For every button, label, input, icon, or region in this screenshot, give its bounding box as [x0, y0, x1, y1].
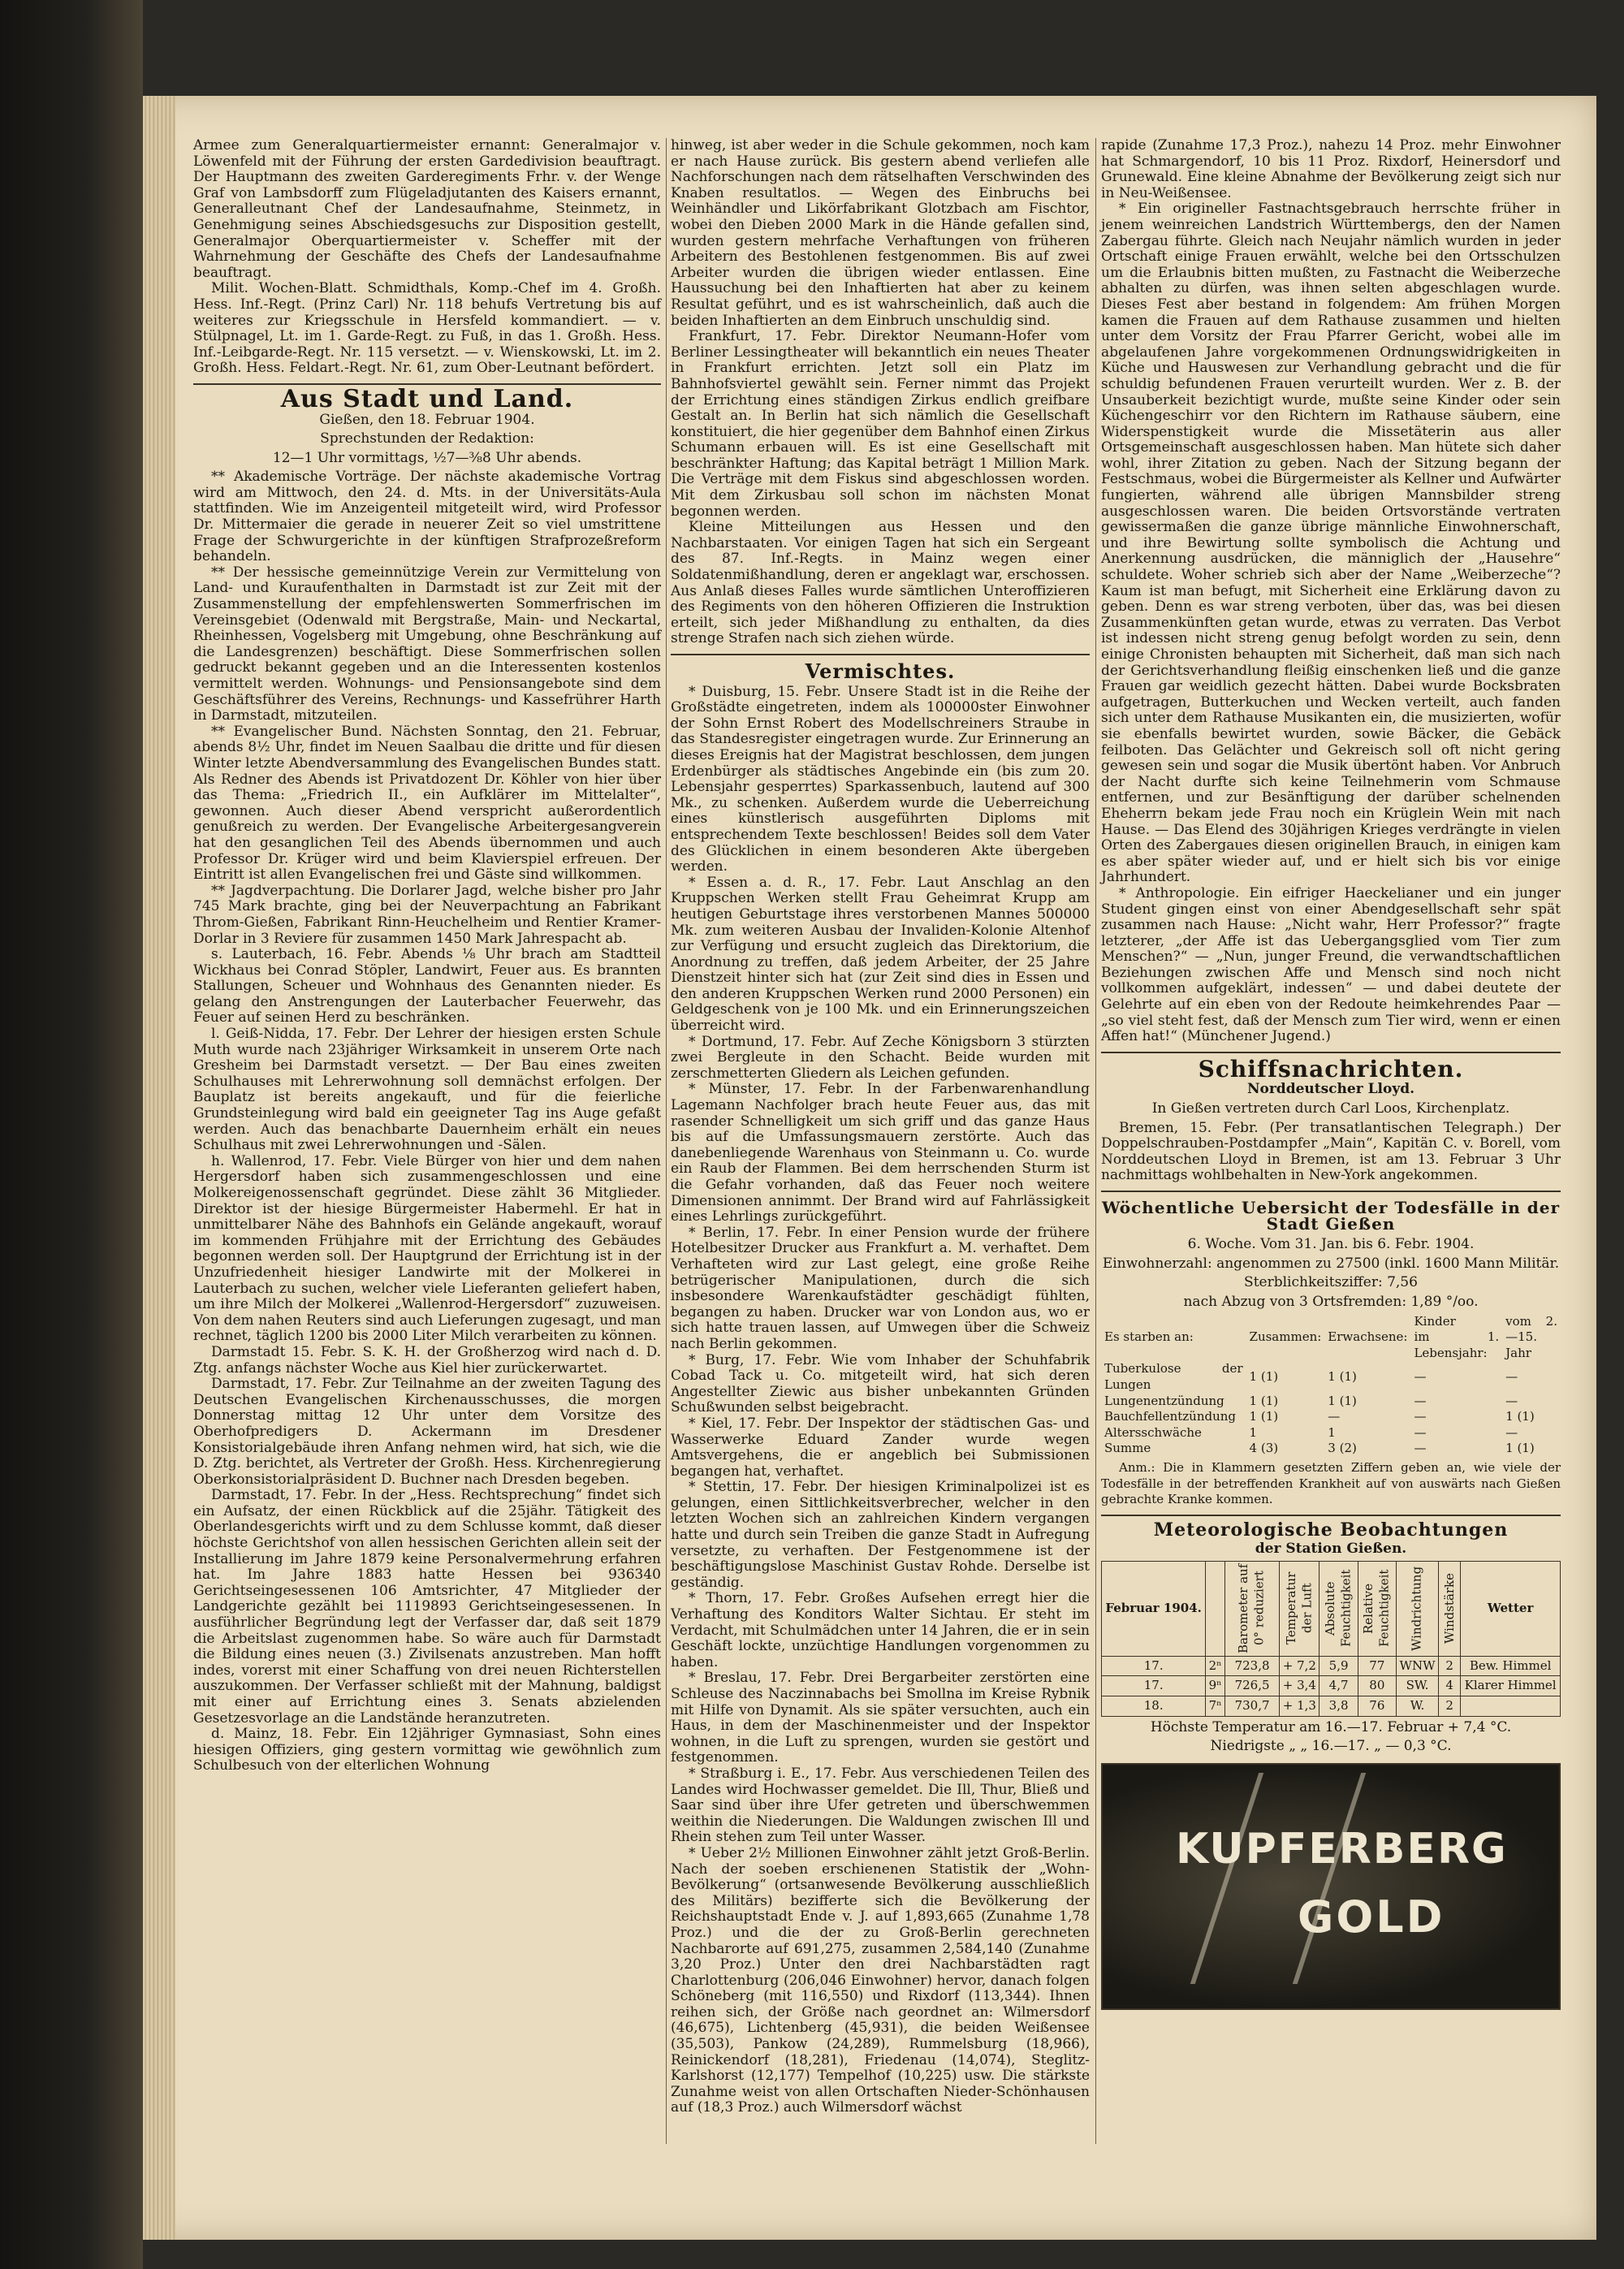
table-cell: Summe: [1104, 1441, 1151, 1456]
table-header: Erwachsene:: [1328, 1329, 1408, 1345]
table-cell: —: [1505, 1424, 1518, 1440]
article-paragraph: l. Geiß-Nidda, 17. Febr. Der Lehrer der hiesigen ersten Schule Muth wurde nach 23jähriger Wirksamkeit in unserem Orte nach Gresheim bei Darmstadt versetzt. — Der Bau eines zweiten Schulhauses mit Lehrerwohnung soll demnächst erfolgen. Der Bauplatz ist bereits angekauft, und für die feierliche Grundsteinlegung wird bald ein geeigneter Tag ins Auge gefaßt werden. Auch das benachbarte Dauernheim erhält ein neues Schulhaus mit zwei Lehrerwohnungen und -Sälen.: [193, 1026, 661, 1154]
article-paragraph: Kleine Mitteilungen aus Hessen und den Nachbarstaaten. Vor einigen Tagen hat sich ein Sergeant des 87. Inf.-Regts. in Mainz wegen einer Soldatenmißhandlung, deren er angeklagt war, erschossen. Aus Anlaß dieses Falles wurde sämtlichen Unteroffizieren des Regiments von den höheren Offizieren die Instruktion erteilt, sich jeder Mißhandlung zu enthalten, da dies strenge Strafen nach sich ziehen würde.: [671, 519, 1090, 647]
table-header: Es starben an:: [1104, 1329, 1194, 1345]
dateline: Gießen, den 18. Februar 1904.: [319, 411, 535, 428]
table-header: Zusammen:: [1249, 1329, 1322, 1345]
article-paragraph: rapide (Zunahme 17,3 Proz.), nahezu 14 Proz. mehr Einwohner hat Schmargendorf, 10 bis 11 Proz. Rixdorf, Heinersdorf und Grunewald. Eine kleine Abnahme der Bevölkerung zeigt sich nur in Neu-Weißensee.: [1101, 137, 1561, 201]
ad-brand-gold: GOLD: [1298, 1891, 1445, 1943]
table-cell: Tuberkulose der Lungen: [1104, 1361, 1243, 1392]
champagne-glass-icon: [1190, 1773, 1366, 1984]
table-header: Barometer auf 0° reduziert: [1224, 1561, 1279, 1656]
table-cell: 1 (1): [1505, 1409, 1535, 1424]
table-cell: 3 (2): [1328, 1441, 1357, 1456]
table-row: [1102, 1696, 1561, 1717]
table-cell: Altersschwäche: [1104, 1424, 1202, 1440]
table-header: Windstärke: [1439, 1561, 1461, 1656]
article-paragraph: * Breslau, 17. Febr. Drei Bergarbeiter zerstörten eine Schleuse des Naczinnabachs bei Smollna im Kreise Rybnik mit Hilfe von Dynamit. Als sie später versuchten, auch ein Haus, in dem der Maschinenmeister und der Inspektor wohnen, in die Luft zu sprengen, wurden sie gestört und festgenommen.: [671, 1670, 1090, 1766]
table-cell: 1: [1249, 1424, 1258, 1440]
table-cell: 77: [1358, 1656, 1396, 1676]
table-header: Absolute Feuchtigkeit: [1320, 1561, 1358, 1656]
column-3: [1101, 138, 1561, 2010]
table-cell: 730,7: [1224, 1696, 1279, 1717]
article-paragraph: ** Jagdverpachtung. Die Dorlarer Jagd, welche bisher pro Jahr 745 Mark brachte, ging bei der Neuverpachtung an Fabrikant Throm-Gießen, Fabrikant Rinn-Heuchelheim und Rentier Kramer-Dorlar in 3 Reviere für zusammen 1450 Mark Jahrespacht ab.: [193, 882, 661, 947]
table-cell: [1461, 1696, 1561, 1717]
table-cell: —: [1414, 1369, 1427, 1385]
divider: [1101, 1515, 1561, 1516]
table-header: Februar 1904.: [1102, 1561, 1206, 1656]
table-cell: + 7,2: [1280, 1656, 1320, 1676]
table-cell: 18.: [1102, 1696, 1206, 1717]
article-paragraph: * Ueber 2½ Millionen Einwohner zählt jetzt Groß-Berlin. Nach der soeben erschienenen Statistik der „Wohn-Bevölkerung“ (ortsanwesende Bevölkerung ausschließlich des Militärs) bezifferte sich die Bevölkerung der Reichshauptstadt Ende v. J. auf 1,893,665 (Zunahme 1,78 Proz.) und die der zu Groß-Berlin gerechneten Nachbarorte auf 691,275, zusammen 2,584,140 (Zunahme 3,20 Proz.) Unter den drei Nachbarstädten ragt Charlottenburg (206,046 Einwohner) hervor, danach folgen Schöneberg (mit 116,550) und Rixdorf (113,344). Ihnen reihen sich, der Größe nach geordnet an: Wilmersdorf (46,675), Lichtenberg (45,931), die beiden Weißensee (35,503), Pankow (24,289), Rummelsburg (18,966), Reinickendorf (18,281), Friedenau (14,074), Steglitz-Karlshorst (12,177) Tempelhof (10,225) usw. Die stärkste Zunahme weist von allen Ortschaften Nieder-Schönhausen auf (18,3 Proz.) auch Wilmersdorf wächst: [671, 1844, 1090, 2116]
ships-title: Schiffsnachrichten.: [1198, 1055, 1464, 1083]
mortality-title: Wöchentliche Uebersicht der Todesfälle in der Stadt Gießen: [1101, 1198, 1561, 1234]
article-paragraph: * Kiel, 17. Febr. Der Inspektor der städtischen Gas- und Wasserwerke Eduard Zander wurde wegen Amtsvergehens, die er angeblich bei Submissionen begangen hat, verhaftet.: [671, 1415, 1090, 1480]
article-paragraph: h. Wallenrod, 17. Febr. Viele Bürger von hier und dem nahen Hergersdorf haben sich zusammengeschlossen und eine Molkereigenossenschaft gegründet. Diese zählt 36 Mitglieder. Direktor ist der hiesige Bürgermeister Habermehl. Er hat in unmittelbarer Nähe des Bahnhofs ein Gelände angekauft, worauf im kommenden Frühjahre mit der Errichtung des Gebäudes begonnen werden soll. Der Hauptgrund der Errichtung ist in der Unzufriedenheit hiesiger Landwirte mit der Molkerei in Lauterbach zu suchen, welcher viele Lieferanten geliefert haben, um ihre Milch der Molkerei „Wallenrod-Hergersdorf“ zuzuweisen. Von dem nahen Reuters sind auch Lieferungen zugesagt, und man rechnet, täglich 1200 bis 2000 Liter Milch verarbeiten zu können.: [193, 1152, 661, 1345]
table-cell: 1 (1): [1328, 1393, 1357, 1408]
column-1: [193, 138, 661, 1774]
table-cell: —: [1505, 1369, 1518, 1385]
mortality-rate2: nach Abzug von 3 Ortsfremden: 1,89 °/oo.: [1183, 1293, 1479, 1310]
table-cell: 2: [1439, 1656, 1461, 1676]
ships-text: Bremen, 15. Febr. (Per transatlantischen Telegraph.) Der Doppelschrauben-Postdampfer „Main“, Kapitän C. v. Borell, vom Norddeutschen Lloyd in Bremen, ist am 13. Februar 3 Uhr nachmittags wohlbehalten in New-York angekommen.: [1101, 1119, 1561, 1184]
table-cell: 2ⁿ: [1206, 1656, 1225, 1676]
table-cell: 1 (1): [1249, 1409, 1279, 1424]
article-paragraph: hinweg, ist aber weder in die Schule gekommen, noch kam er nach Hause zurück. Bis gestern abend verliefen alle Nachforschungen nach dem rätselhaften Verschwinden des Knaben resultatlos. — Wegen des Einbruchs bei Weinhändler und Likörfabrikant Glotzbach am Fischtor, wobei den Dieben 2000 Mark in die Hände gefallen sind, wurden gestern mehrfache Verhaftungen von früheren Arbeitern des Bestohlenen festgenommen. Bis auf zwei Arbeiter wurden die übrigen wieder entlassen. Eine Haussuchung bei den Inhaftierten hat aber zu keinem Resultat geführt, und es ist wahrscheinlich, daß auch die beiden Inhaftierten an dem Einbruch unschuldig sind.: [671, 137, 1090, 329]
article-paragraph: ** Akademische Vorträge. Der nächste akademische Vortrag wird am Mittwoch, den 24. d. Mts. in der Universitäts-Aula stattfinden. Wie im Anzeigenteil mitgeteilt wird, wird Professor Dr. Mittermaier die gerade in neuerer Zeit so viel umstrittene Frage der Schwurgerichte in der künftigen Strafprozeßreform behandeln.: [193, 469, 661, 565]
article-paragraph: * Dortmund, 17. Febr. Auf Zeche Königsborn 3 stürzten zwei Bergleute in den Schacht. Beide wurden mit zerschmetterten Gliedern als Leichen gefunden.: [671, 1033, 1090, 1082]
table-row: [1101, 1361, 1561, 1393]
column-rule: [666, 138, 667, 2144]
article-paragraph: s. Lauterbach, 16. Febr. Abends ⅛ Uhr brach am Stadtteil Wickhaus bei Conrad Stöpler, Landwirt, Feuer aus. Es brannten Stallungen, Scheuer und Wohnhaus des Genannten nieder. Es gelang den Anstrengungen der Lauterbacher Feuerwehr, das Feuer auf seinen Herd zu beschränken.: [193, 946, 661, 1026]
article-paragraph: * Berlin, 17. Febr. In einer Pension wurde der frühere Hotelbesitzer Drucker aus Frankfurt a. M. verhaftet. Dem Verhafteten wird zur Last gelegt, eine große Reihe betrügerischer Manipulationen, durch die sich insbesondere Warenkaufstädter geschädigt fühlten, begangen zu haben. Drucker war von London aus, wo er sich hatte trauen lassen, auf Umwegen über die Schweiz nach Berlin gekommen.: [671, 1224, 1090, 1352]
table-row: [1101, 1425, 1561, 1441]
table-header: [1206, 1561, 1225, 1656]
table-cell: —: [1414, 1409, 1427, 1424]
table-row: [1101, 1409, 1561, 1425]
article-paragraph: Darmstadt, 17. Febr. Zur Teilnahme an der zweiten Tagung des Deutschen Evangelischen Kirchenausschusses, die morgen Donnerstag mittag 12 Uhr unter dem Vorsitze des Oberhofpredigers D. Ackermann im Dresdener Konsistorialgebäude ihren Anfang nehmen wird, hat sich, wie die D. Ztg. berichtet, als Vertreter der Großh. Hess. Kirchenregierung Oberkonsistorialpräsident D. Buchner nach Dresden begeben.: [193, 1376, 661, 1488]
ad-brand-name: KUPFERBERG: [1176, 1824, 1508, 1874]
article-paragraph: * Stettin, 17. Febr. Der hiesigen Kriminalpolizei ist es gelungen, einen Sittlichkeitsverbrecher, welcher in den letzten Wochen sich an zahlreichen Kindern vergangen hatte und durch sein Treiben die ganze Stadt in Aufregung versetzte, zu verhaften. Der Festgenommene ist der beschäftigungslose Maschinist Gustav Rohde. Derselbe ist geständig.: [671, 1479, 1090, 1591]
table-cell: —: [1505, 1393, 1518, 1408]
column-rule: [1095, 138, 1096, 2144]
article-paragraph: Darmstadt, 17. Febr. In der „Hess. Rechtsprechung“ findet sich ein Aufsatz, der einen Rückblick auf die 25jähr. Tätigkeit des Oberlandesgerichts wirft und zu dem Schlusse kommt, daß dieser höchste Gerichtshof von allen hessischen Gerichten allein seit der Installierung im Jahre 1879 keine Personalvermehrung erfahren hat. Im Jahre 1883 hatte Hessen bei 936340 Gerichtseingesessenen 106 Amtsrichter, 47 Mitglieder der Landgerichte gezählt bei 1119893 Gerichtseingesessenen. In ausführlicher Begründung legt der Verfasser dar, daß seit 1879 die Arbeitslast zugenommen habe. So wäre auch für Darmstadt die Bildung eines neuen (3.) Zivilsenats anzustreben. Man hofft indes, vorerst mit einer Schaffung von drei neuen Richterstellen auszukommen. Der Verfasser schließt mit der Mahnung, baldigst mit einer auf Errichtung eines 3. Senats abzielenden Gesetzesvorlage an die Landstände heranzutreten.: [193, 1487, 661, 1727]
table-cell: 76: [1358, 1696, 1396, 1717]
table-cell: W.: [1396, 1696, 1438, 1717]
ships-agent: In Gießen vertreten durch Carl Loos, Kirchenplatz.: [1151, 1100, 1510, 1117]
ships-line: Norddeutscher Lloyd.: [1246, 1081, 1415, 1098]
kinder-label: Kinder: [1414, 1313, 1456, 1329]
table-cell: 80: [1358, 1676, 1396, 1696]
table-cell: 17.: [1102, 1656, 1206, 1676]
table-header: Temperatur der Luft: [1280, 1561, 1320, 1656]
table-cell: 726,5: [1224, 1676, 1279, 1696]
table-cell: 1: [1328, 1424, 1336, 1440]
table-cell: 1 (1): [1249, 1393, 1279, 1408]
table-cell: Bauchfellentzündung: [1104, 1409, 1237, 1424]
article-paragraph: * Straßburg i. E., 17. Febr. Aus verschiedenen Teilen des Landes wird Hochwasser gemeldet. Die Ill, Thur, Bließ und Saar sind über ihre Ufer getreten und überschwemmen weithin die Niederungen. Die Waldungen zwischen Ill und Rhein stehen zum Teil unter Wasser.: [671, 1765, 1090, 1846]
kupferberg-advertisement: [1101, 1763, 1561, 2010]
mortality-note: Anm.: Die in Klammern gesetzten Ziffern geben an, wie viele der Todesfälle in der betreffenden Krankheit auf von auswärts nach Gießen gebrachte Kranke kommen.: [1101, 1459, 1561, 1507]
table-row: [1102, 1656, 1561, 1676]
article-paragraph: * Duisburg, 15. Febr. Unsere Stadt ist in die Reihe der Großstädte eingetreten, indem als 100000ster Einwohner der Sohn Ernst Robert des Modellschreiners Straube in das Standesregister eingetragen wurde. Zur Erinnerung an dieses Ereignis hat der Magistrat beschlossen, dem jungen Erdenbürger als städtisches Angebinde ein (bis zum 20. Lebensjahr gesperrtes) Sparkassenbuch, lautend auf 300 Mk., zu schenken. Außerdem wurde die Ueberreichung eines künstlerisch ausgeführten Diploms mit entsprechendem Texte beschlossen! Beides soll dem Vater des Glücklichen in einem besonderen Akte übergeben werden.: [671, 683, 1090, 875]
article-paragraph: ** Evangelischer Bund. Nächsten Sonntag, den 21. Februar, abends 8½ Uhr, findet im Neuen Saalbau die dritte und für diesen Winter letzte Abendversammlung des Evangelischen Bundes statt. Als Redner des Abends ist Privatdozent Dr. Köhler von hier über das Thema: „Friedrich II., ein Aufklärer im Mittelalter“, gewonnen. Auch dieser Abend verspricht außerordentlich genußreich zu werden. Der Evangelische Arbeitergesangverein hat den gesanglichen Teil des Abends übernommen und auch Professor Dr. Krüger wird und beim Klavierspiel erfreuen. Der Eintritt ist allen Evangelischen frei und Gäste sind willkommen.: [193, 723, 661, 884]
table-cell: —: [1414, 1441, 1427, 1456]
table-header: Wetter: [1461, 1561, 1561, 1656]
table-cell: Klarer Himmel: [1461, 1676, 1561, 1696]
article-paragraph: Milit. Wochen-Blatt. Schmidthals, Komp.-Chef im 4. Großh. Hess. Inf.-Regt. (Prinz Carl) Nr. 118 behufs Vertretung bis auf weiteres zur Kriegsschule in Hersfeld kommandiert. — v. Stülpnagel, Lt. im 1. Garde-Regt. zu Fuß, in das 1. Großh. Hess. Inf.-Leibgarde-Regt. Nr. 115 versetzt. — v. Wienskowski, Lt. im 2. Großh. Hess. Feldart.-Regt. Nr. 61, zum Ober-Leutnant befördert.: [193, 280, 661, 377]
table-cell: 2: [1439, 1696, 1461, 1717]
table-cell: 723,8: [1224, 1656, 1279, 1676]
table-header: [1410, 1314, 1502, 1362]
article-paragraph: Armee zum Generalquartiermeister ernannt: Generalmajor v. Löwenfeld mit der Führung der ersten Gardedivision beauftragt. Der Hauptmann des zweiten Garderegiments Frhr. v. der Wenge Graf von Lambsdorff zum Flügeladjutanten des Kaisers ernannt, Generalleutnant Chef der Landesaufnahme, Steinmetz, in Genehmigung seines Abschiedsgesuchs zur Disposition gestellt, Generalmajor Oberquartiermeister v. Scheffer mit der Wahrnehmung der Geschäfte des Chefs der Landesaufnahme beauftragt.: [193, 137, 661, 281]
article-paragraph: Frankfurt, 17. Febr. Direktor Neumann-Hofer vom Berliner Lessingtheater will bekanntlich ein neues Theater in Frankfurt errichten. Jetzt soll ein Platz im Bahnhofsviertel gewählt sein. Ferner nimmt das Projekt der Errichtung eines ständigen Zirkus endlich greifbare Gestalt an. In Berlin hat sich nämlich die Gesellschaft konstituiert, die hier gegenüber dem Bahnhof einen Zirkus Schumann erbauen will. Es ist eine Gesellschaft mit beschränkter Haftung; das Kapital beträgt 1 Million Mark. Die Verträge mit dem Fiskus sind abgeschlossen worden. Mit dem Zirkusbau soll schon im nächsten Monat begonnen werden.: [671, 328, 1090, 520]
mortality-week: 6. Woche. Vom 31. Jan. bis 6. Febr. 1904.: [1187, 1236, 1475, 1253]
table-row: [1101, 1394, 1561, 1410]
article-paragraph: * Burg, 17. Febr. Wie vom Inhaber der Schuhfabrik Cobad Tack u. Co. mitgeteilt wird, hat sich deren Angestellter Ziewic aus bisher unbekannten Gründen Schußwunden selbst beigebracht.: [671, 1351, 1090, 1416]
table-cell: SW.: [1396, 1676, 1438, 1696]
table-row: [1102, 1676, 1561, 1696]
weather-table: [1101, 1561, 1561, 1717]
article-paragraph: * Essen a. d. R., 17. Febr. Laut Anschlag an den Kruppschen Werken stellt Frau Geheimrat Krupp am heutigen Geburtstage ihres verstorbenen Mannes 500000 Mk. zum weiteren Ausbau der Invaliden-Kolonie Altenhof zur Verfügung und ersucht zugleich das Direktorium, die Anordnung zu treffen, daß jedem Arbeiter, der 25 Jahre Dienstzeit hinter sich hat (zur Zeit sind dies in Essen und den anderen Kruppschen Werken rund 2000 Personen) ein Geldgeschenk von je 100 Mk. und ein Erinnerungszeichen überreicht wird.: [671, 874, 1090, 1035]
article-paragraph: ** Der hessische gemeinnützige Verein zur Vermittelung von Land- und Kuraufenthalten in Darmstadt ist zur Zeit mit der Zusammenstellung der empfehlenswerten Sommerfrischen im Vereinsgebiet (Odenwald mit Bergstraße, Main- und Neckartal, Rheinhessen, Vogelsberg mit Umgebung, ohne Beschränkung auf die Landesgrenzen) beschäftigt. Diese Sommerfrischen sollen gedruckt bekannt gegeben und an die Interessenten kostenlos vermittelt werden. Wohnungs- und Pensionsangebote sind dem Geschäftsführer des Vereins, Rechnungs- und Kassefrührer Harth in Darmstadt, mitzuteilen.: [193, 564, 661, 724]
table-cell: 4,7: [1320, 1676, 1358, 1696]
hours-label: Sprechstunden der Redaktion:: [320, 430, 534, 447]
table-cell: WNW: [1396, 1656, 1438, 1676]
table-cell: 7ⁿ: [1206, 1696, 1225, 1717]
table-cell: + 1,3: [1280, 1696, 1320, 1717]
table-cell: Lungenentzündung: [1104, 1393, 1224, 1408]
table-cell: 9ⁿ: [1206, 1676, 1225, 1696]
table-header: Windrichtung: [1396, 1561, 1438, 1656]
table-header: vom 2.—15. Jahr: [1505, 1313, 1557, 1360]
article-paragraph: * Anthropologie. Ein eifriger Haeckelianer und ein junger Student gingen einst von einer Abendgesellschaft sehr spät zusammen nach Hause: „Nicht wahr, Herr Professor?“ fragte letzterer, „der Affe ist das Uebergangsglied vom Tier zum Menschen?“ — „Nun, junger Freund, die verwandtschaftlichen Beziehungen zwischen Affe und Mensch sind noch nicht vollkommen aufgeklärt, indessen“ — und dabei deutete der Gelehrte auf ein eben von der Redoute heimkehrendes Paar — „so viel steht fest, daß der Mensch zum Tier wird, wenn er einen Affen hat!“ (Münchener Jugend.): [1101, 884, 1561, 1045]
table-cell: 1 (1): [1505, 1441, 1535, 1456]
mortality-rate: Sterblichkeitsziffer: 7,56: [1244, 1274, 1418, 1291]
article-paragraph: * Münster, 17. Febr. In der Farbenwarenhandlung Lagemann Nachfolger brach heute Feuer aus, das mit rasender Schnelligkeit um sich griff und das ganze Haus bis auf die Umfassungsmauern zerstörte. Auch das danebenliegende Warenhaus von Steinmann u. Co. wurde ein Raub der Flammen. Bei dem herrschenden Sturm ist die Gefahr vorhanden, daß das Feuer noch weitere Dimensionen annimmt. Der Brand wird auf Fahrlässigkeit eines Lehrlings zurückgeführt.: [671, 1081, 1090, 1225]
divider: [671, 654, 1090, 655]
divider: [1101, 1052, 1561, 1053]
table-cell: + 3,4: [1280, 1676, 1320, 1696]
table-cell: Bew. Himmel: [1461, 1656, 1561, 1676]
article-paragraph: Darmstadt 15. Febr. S. K. H. der Großherzog wird nach d. D. Ztg. anfangs nächster Woche aus Kiel hier zurückerwartet.: [193, 1343, 661, 1377]
weather-max: Höchste Temperatur am 16.—17. Februar + 7,4 °C.: [1150, 1718, 1512, 1735]
table-row: [1101, 1441, 1561, 1457]
article-paragraph: * Ein origineller Fastnachtsgebrauch herrschte früher in jenem weinreichen Landstrich Württembergs, den der Namen Zabergau führte. Gleich nach Neujahr nämlich wurden in jeder Ortschaft einige Frauen erwählt, welche bei den Ortsschulzen um die Erlaubnis bitten mußten, zu Fastnacht die Weiberzeche abhalten zu dürfen, was ihnen selten abgeschlagen wurde. Dieses Fest aber bestand in folgendem: Am frühen Morgen kamen die Frauen auf dem Rathause zusammen und hielten unter dem Vorsitz der Frau Pfarrer Gericht, wobei alle im abgelaufenen Jahre vorgekommenen Ordnungswidrigkeiten in Küche und Hauswesen zur Verhandlung gebracht und die für schuldig befundenen Frauen verurteilt wurden. Wer z. B. der Unsauberkeit bezichtigt wurde, mußte seine Kinder oder sein Küchengeschirr vor den Richtern im Rathause säubern, eine Widerspenstigkeit wurde die Missetäterin aus aller Ortsgemeinschaft ausgeschlossen haben. Man hütete sich daher wohl, ihrer Zitation zu geben. Nach der Sitzung begann der Festschmaus, wobei die Bürgermeister als Kellner und Aufwärter fungierten, während alle übrigen Mannsbilder streng ausgeschlossen waren. Die beiden Ortsvorstände vertraten gewissermaßen die ganze übrige männliche Einwohnerschaft, und ihre Bewirtung sollte symbolisch die Achtung und Anerkennung ausdrücken, die männiglich der „Hausehre“ schuldete. Woher schrieb sich aber der Name „Weiberzeche“? Kaum ist man befugt, mit Sicherheit eine Erklärung davon zu geben. Denn es war streng verboten, über das, was bei diesen Zusammenkünften getan wurde, etwas zu verraten. Das Verbot ist indessen nicht streng genug befolgt worden zu sein, denn einige Chronisten behaupten mit Sicherheit, daß man sich nach der Gerichtsverhandlung fleißig einschenken ließ und die ganze Frauen gar weidlich gezecht hätten. Dabei wurde Bocksbraten aufgetragen, Butterkuchen und Wecken verteilt, auch fanden sich unter dem Rathause Musikanten ein, die musizierten, wofür sie ebenfalls bewirtet wurden, sowie Bäcker, die Gebäck feilboten. Das Gelächter und Gekreisch soll oft nicht gering gewesen sein und sogar die Musik übertönt haben. Vor Anbruch der Nacht durfte sich keine Teilnehmerin vom Schmause entfernen, und zur Besänftigung der darüber schelnenden Eheherrn bekam jede Frau noch ein Krüglein Wein mit nach Hause. — Das Elend des 30jährigen Krieges verdrängte in vielen Orten des Zabergaues diesen originellen Brauch, in einigen kam es aber später wieder auf, und er hielt sich bis vor einige Jahrhundert.: [1101, 201, 1561, 886]
article-paragraph: * Thorn, 17. Febr. Großes Aufsehen erregt hier die Verhaftung des Konditors Walter Sichtau. Er steht im Verdacht, mit Schulmädchen unter 14 Jahren, die er in sein Geschäft lockte, unzüchtige Handlungen vorgenommen zu haben.: [671, 1590, 1090, 1670]
page-edges: [143, 96, 175, 2240]
article-paragraph: d. Mainz, 18. Febr. Ein 12jähriger Gymnasiast, Sohn eines hiesigen Offiziers, ging gestern vormittag wie gewöhnlich zum Schulbesuch von der elterlichen Wohnung: [193, 1726, 661, 1774]
table-cell: —: [1414, 1424, 1427, 1440]
table-cell: 17.: [1102, 1676, 1206, 1696]
weather-title: Meteorologische Beobachtungen: [1153, 1519, 1509, 1541]
section-title: Vermischtes.: [805, 659, 956, 683]
book-binding: [0, 0, 143, 2269]
divider: [1101, 1191, 1561, 1192]
mortality-pop: Einwohnerzahl: angenommen zu 27500 (inkl. 1600 Mann Militär.: [1102, 1255, 1560, 1272]
table-cell: 1 (1): [1328, 1369, 1357, 1385]
hours: 12—1 Uhr vormittags, ½7—⅜8 Uhr abends.: [272, 449, 582, 466]
weather-subtitle: der Station Gießen.: [1255, 1541, 1407, 1558]
table-cell: 4: [1439, 1676, 1461, 1696]
table-header: Relative Feuchtigkeit: [1358, 1561, 1396, 1656]
table-cell: 1 (1): [1249, 1369, 1279, 1385]
table-header: im 1. Lebensjahr:: [1414, 1329, 1500, 1360]
table-cell: —: [1328, 1409, 1341, 1424]
column-2: [671, 138, 1090, 2116]
mortality-table: [1101, 1314, 1561, 1457]
table-cell: 3,8: [1320, 1696, 1358, 1717]
table-cell: 4 (3): [1249, 1441, 1279, 1456]
table-cell: —: [1414, 1393, 1427, 1408]
section-title: Aus Stadt und Land.: [280, 384, 574, 413]
table-cell: 5,9: [1320, 1656, 1358, 1676]
weather-min: Niedrigste „ „ 16.—17. „ — 0,3 °C.: [1210, 1738, 1452, 1755]
